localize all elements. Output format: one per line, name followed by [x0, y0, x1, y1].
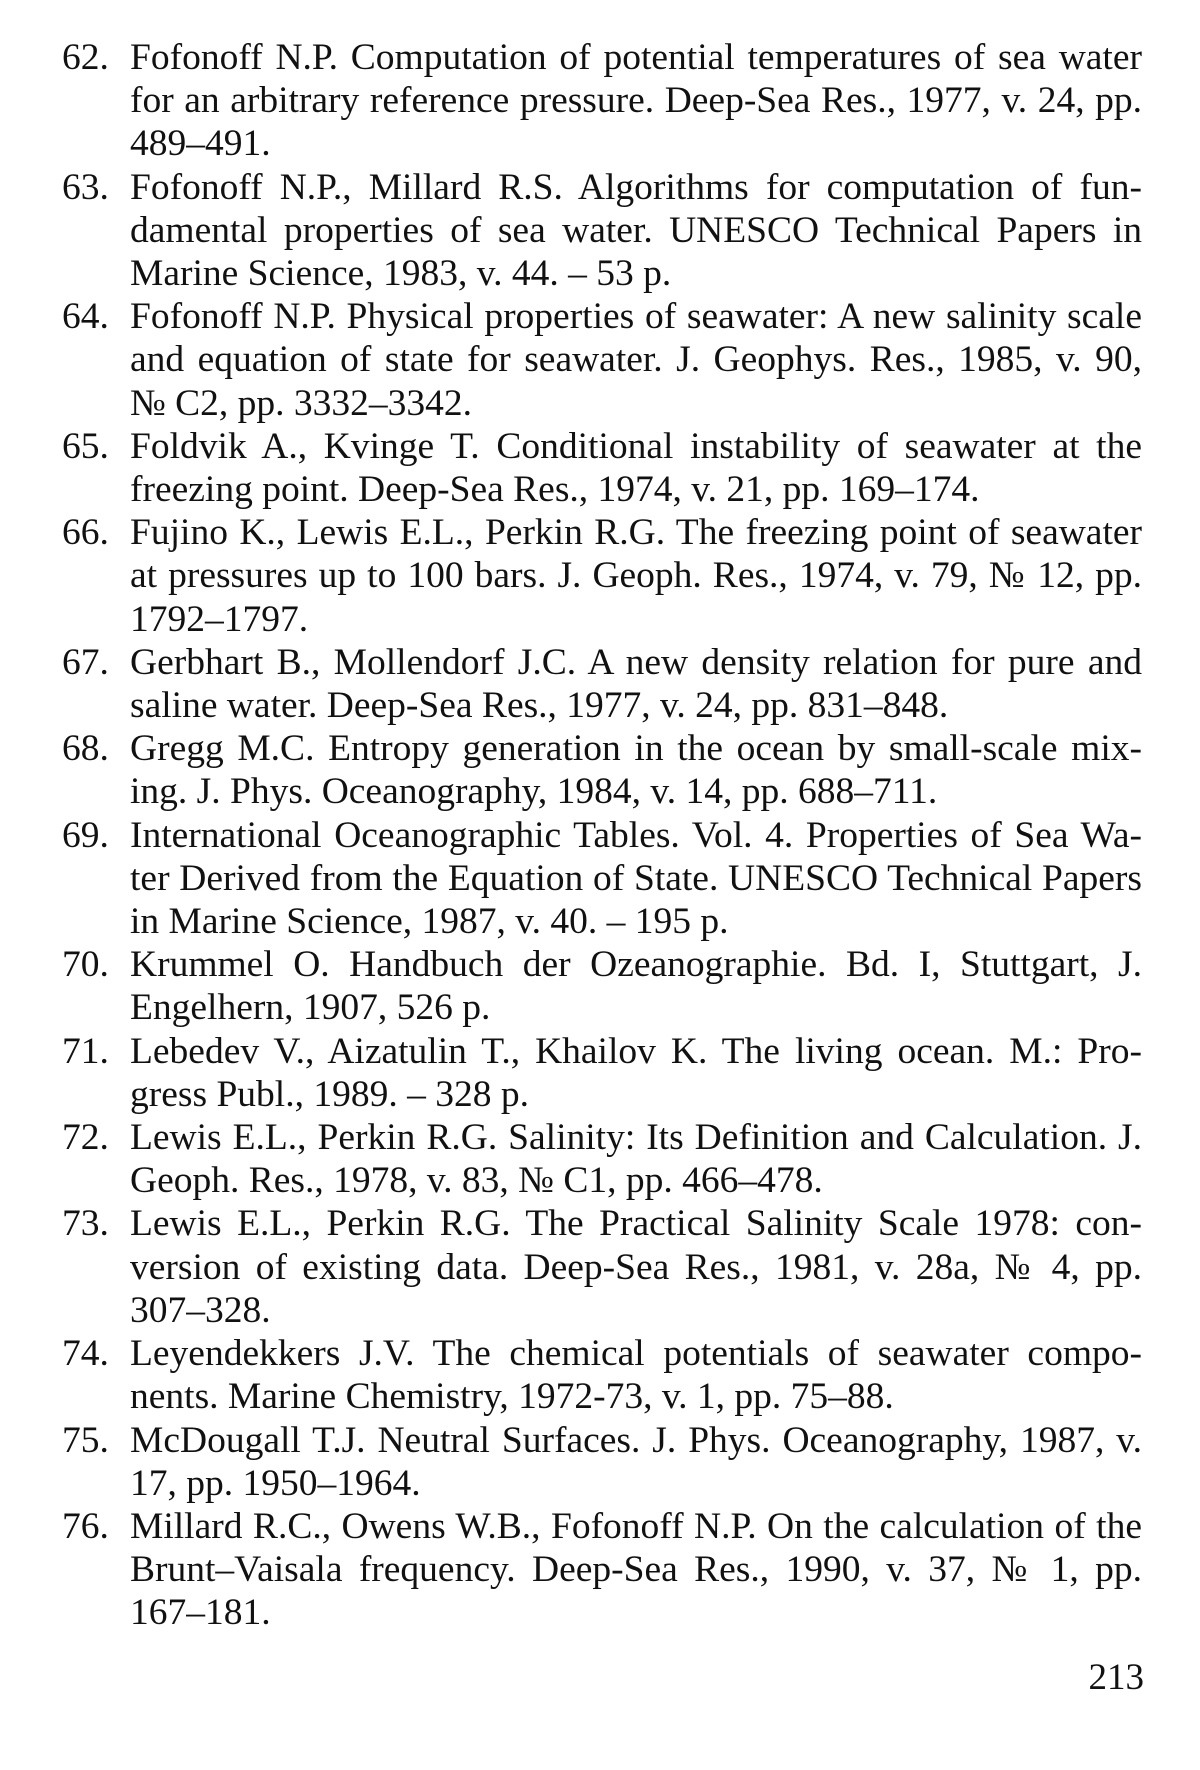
reference-text: Foldvik A., Kvinge T. Conditional instability of seawater at the freezing point. Deep-Sea Res., 1974, v. 21, pp. 169–174. [130, 425, 1142, 511]
reference-number: 67. [62, 641, 109, 683]
reference-entry [62, 166, 1142, 296]
reference-text: Krummel O. Handbuch der Ozeanographie. Bd. I, Stuttgart, J. Engelhern, 1907, 526 p. [130, 944, 1142, 1029]
reference-number: 72. [62, 1117, 109, 1159]
reference-entry [62, 1030, 1142, 1116]
reference-text: McDougall T.J. Neutral Surfaces. J. Phys. Oceanography, 1987, v. 17, pp. 1950–1964. [130, 1419, 1142, 1504]
reference-text: Fofonoff N.P. Computation of potential temperatures of sea water for an arbitrary reference pressure. Deep-Sea Res., 1977, v. 24, pp. 489–491. [130, 37, 1142, 165]
reference-list [62, 36, 1142, 1635]
reference-entry [62, 36, 1142, 166]
reference-entry [62, 1332, 1142, 1418]
reference-number: 64. [62, 296, 109, 338]
reference-number: 69. [62, 814, 109, 856]
page-number: 213 [1088, 1657, 1144, 1698]
reference-text: Lebedev V., Aizatulin T., Khailov K. The living ocean. M.: Progress Publ., 1989. – 328 p. [130, 1030, 1142, 1115]
reference-number: 63. [62, 166, 109, 208]
reference-entry [62, 425, 1142, 511]
reference-text: Millard R.C., Owens W.B., Fofonoff N.P. On the calculation of the Brunt–Vaisala frequency. Deep-Sea Res., 1990, v. 37, № 1, pp. 167–181. [130, 1505, 1142, 1634]
reference-number: 62. [62, 37, 109, 78]
reference-number: 70. [62, 944, 109, 986]
reference-number: 68. [62, 728, 109, 770]
reference-entry [62, 511, 1142, 641]
reference-entry [62, 814, 1142, 944]
reference-text: Leyendekkers J.V. The chemical potentials of seawater components. Marine Chemistry, 1972-73, v. 1, pp. 75–88. [130, 1333, 1142, 1418]
reference-number: 74. [62, 1333, 109, 1375]
reference-text: Fofonoff N.P. Physical properties of seawater: A new salinity scale and equation of state for seawater. J. Geophys. Res., 1985, v. 90, № C2, pp. 3332–3342. [130, 296, 1142, 424]
reference-number: 65. [62, 425, 109, 467]
reference-entry [62, 1505, 1142, 1635]
reference-text: Fujino K., Lewis E.L., Perkin R.G. The freezing point of seawater at pressures up to 100 bars. J. Geoph. Res., 1974, v. 79, № 12, pp. 1792–1797. [130, 512, 1142, 640]
reference-entry [62, 943, 1142, 1029]
reference-entry [62, 1202, 1142, 1332]
reference-text: Gerbhart B., Mollendorf J.C. A new density relation for pure and saline water. Deep-Sea Res., 1977, v. 24, pp. 831–848. [130, 641, 1142, 727]
reference-entry [62, 295, 1142, 425]
reference-number: 73. [62, 1203, 109, 1245]
reference-number: 71. [62, 1030, 109, 1072]
reference-number: 75. [62, 1419, 109, 1461]
reference-text: Lewis E.L., Perkin R.G. The Practical Salinity Scale 1978: conversion of existing data. Deep-Sea Res., 1981, v. 28a, № 4, pp. 307–328. [130, 1203, 1142, 1331]
reference-entry [62, 727, 1142, 813]
reference-text: Lewis E.L., Perkin R.G. Salinity: Its Definition and Calculation. J. Geoph. Res., 1978, v. 83, № C1, pp. 466–478. [130, 1117, 1142, 1202]
reference-text: International Oceanographic Tables. Vol. 4. Properties of Sea Water Derived from the Equation of State. UNESCO Technical Papers in Marine Science, 1987, v. 40. – 195 p. [130, 814, 1142, 943]
reference-entry [62, 641, 1142, 727]
reference-text: Gregg M.C. Entropy generation in the ocean by small-scale mixing. J. Phys. Oceanography, 1984, v. 14, pp. 688–711. [130, 728, 1142, 813]
reference-number: 66. [62, 512, 109, 554]
reference-entry [62, 1419, 1142, 1505]
reference-text: Fofonoff N.P., Millard R.S. Algorithms for computation of fundamental properties of sea water. UNESCO Technical Papers in Marine Science, 1983, v. 44. – 53 p. [130, 166, 1142, 295]
reference-entry [62, 1116, 1142, 1202]
reference-number: 76. [62, 1505, 109, 1547]
